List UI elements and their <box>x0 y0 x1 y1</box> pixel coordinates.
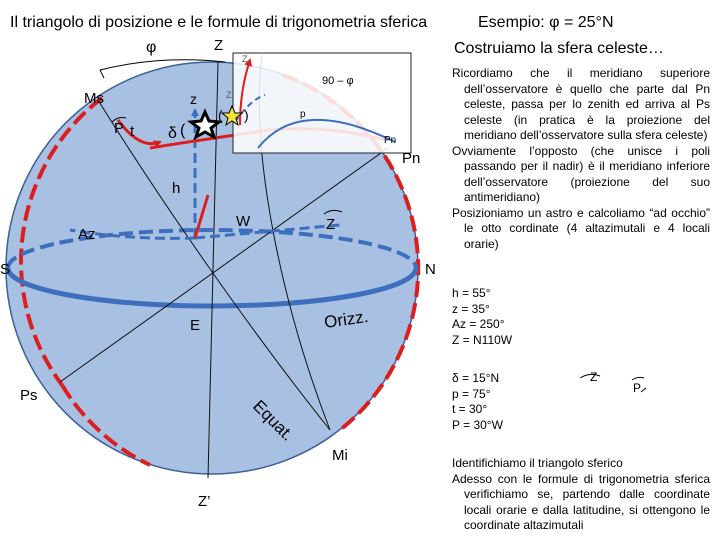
final-paragraph: Adesso con le formule di trigonometria sferica verifichiamo se, partendo dalle coordinate locali orarie e dalla latitudine, si ottengono le coordinate altazimutali <box>452 471 710 532</box>
inset-pn-label: Pn <box>384 135 397 146</box>
coord-delta: δ = 15°N <box>452 371 500 385</box>
page-title: Il triangolo di posizione e le formule di trigonometria sferica <box>10 14 428 31</box>
inset-90-phi-label: 90 – φ <box>322 75 354 87</box>
build-heading: Costruiamo la sfera celeste… <box>454 40 664 57</box>
inset-zenith-label: Z <box>242 54 248 64</box>
north-label: N <box>425 261 436 278</box>
inset-Z2-label: Z <box>226 90 232 100</box>
explanation-paragraph: Ricordiamo che il meridiano superiore dell’osservatore è quello che parte dal Pn celeste, passa per lo zenith ed arriva al Ps celeste (in pratica è la proiezione del meridiano dell’osservatore sulla sfera celeste) <box>452 66 710 142</box>
z-angle-label: Z <box>590 370 598 384</box>
final-paragraph: Identifichiamo il triangolo sferico <box>452 456 623 470</box>
inset-paren-l: ( <box>218 107 223 123</box>
zenith-label: Z <box>214 37 224 54</box>
final-text <box>452 456 710 534</box>
hour-coordinates <box>452 371 503 433</box>
coord-az: Az = 250° <box>452 317 505 331</box>
z-angle-diagram-label: Z <box>326 216 336 233</box>
ps-label: Ps <box>20 387 38 404</box>
ms-label: Ms <box>84 90 104 107</box>
inset-z-label: z <box>190 91 197 107</box>
coord-Z: Z = N110W <box>452 332 513 347</box>
paren-left: ( <box>180 122 186 139</box>
t-label: t <box>130 123 135 140</box>
inset-paren-r: ) <box>244 107 249 123</box>
south-label: S <box>0 261 11 278</box>
p-angle-diagram-label: P <box>114 120 125 137</box>
explanation-paragraph: Posizioniamo un astro e calcoliamo “ad occhio” le otto cordinate (4 altazimutali e 4 locali orarie) <box>452 205 710 251</box>
equator-label: Equat. <box>249 396 298 445</box>
p-angle-arc <box>632 377 644 380</box>
coord-P: P = 30°W <box>452 417 503 432</box>
angle-symbols <box>560 368 680 408</box>
example-heading: Esempio: φ = 25°N <box>478 14 614 31</box>
horizon-label: Orizz. <box>322 306 370 332</box>
phi-label: φ <box>146 39 157 56</box>
az-label: Az <box>78 226 96 243</box>
west-label: W <box>236 213 251 230</box>
mi-label: Mi <box>332 447 348 464</box>
p-angle-label: P <box>633 381 642 395</box>
phi-tick <box>100 70 104 78</box>
coord-p: p = 75° <box>452 386 491 401</box>
pn-label: Pn <box>402 150 421 167</box>
delta-label: δ <box>168 125 177 142</box>
h-label: h <box>172 180 181 197</box>
explanation-paragraph: Ovviamente l’opposto (che unisce i poli passando per il nadir) è il meridiano inferiore dell’osservatore (proiezione del suo antimeridiano) <box>452 143 710 204</box>
altazimuth-coordinates <box>452 286 512 348</box>
p-angle-tick <box>641 388 646 392</box>
coord-t: t = 30° <box>452 402 488 416</box>
explanation-text <box>452 66 710 252</box>
nadir-label: Z’ <box>198 493 211 510</box>
coord-z: z = 35° <box>452 301 490 316</box>
east-label: E <box>190 317 201 334</box>
coord-h: h = 55° <box>452 286 491 300</box>
inset-p-label: p <box>300 109 306 120</box>
